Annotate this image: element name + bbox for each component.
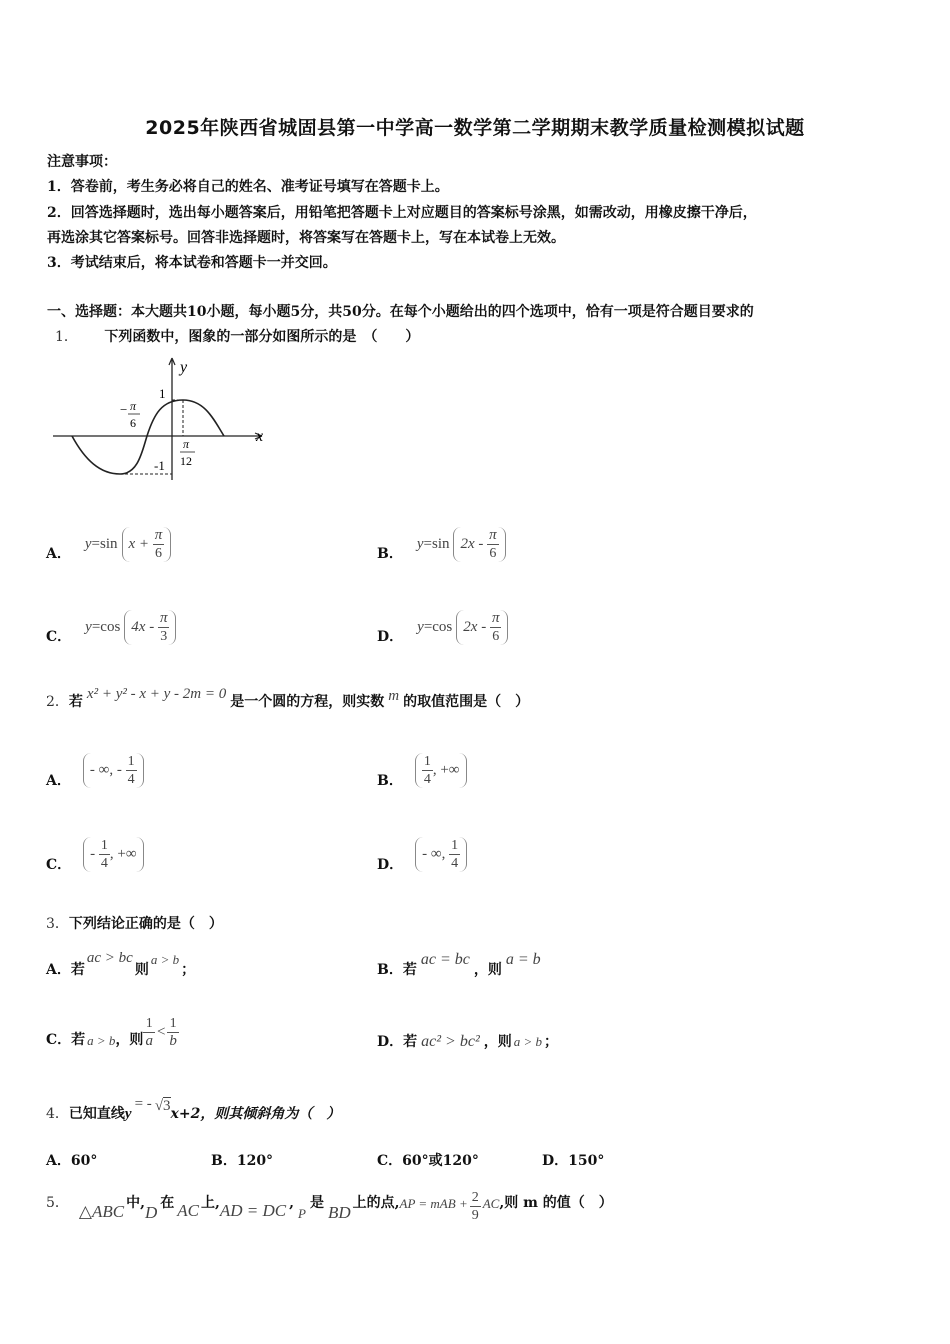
frac-den: b	[169, 1032, 177, 1049]
question-number: 2．	[46, 694, 69, 710]
vector-ac: AC	[482, 1196, 500, 1211]
section-heading: 一、选择题：本大题共10小题，每小题5分，共50分。在每个小题给出的四个选项中，恰有一项是符合题目要求的	[47, 304, 754, 320]
question-text: 是一个圆的方程，则实数	[230, 694, 385, 710]
frac-num: 1	[167, 1015, 179, 1033]
point-d: D	[144, 1203, 158, 1222]
notice-heading: 注意事项：	[47, 154, 117, 170]
frac-den: 3	[160, 628, 168, 644]
option-a[interactable]: A．60°	[46, 1153, 98, 1169]
question-2	[46, 686, 530, 712]
frac-den: 4	[451, 855, 459, 871]
vector-equation: AP = mAB +	[399, 1196, 468, 1211]
inequality: a > b	[513, 1034, 543, 1049]
option-b[interactable]: B．120°	[211, 1153, 274, 1169]
equation: a = b	[505, 951, 541, 968]
segment-ac: AC	[177, 1201, 199, 1220]
option-text: 若	[402, 962, 417, 978]
option-label: A．	[46, 546, 71, 562]
option-label: B．	[377, 546, 403, 562]
notice-item: 3．考试结束后，将本试卷和答题卡一并交回。	[47, 255, 337, 271]
option-text: ，则	[473, 962, 502, 978]
option-b[interactable]	[377, 746, 467, 794]
right-num: π	[183, 437, 190, 451]
interval-left: -	[90, 845, 96, 862]
option-a[interactable]	[46, 944, 195, 980]
frac-den: a	[145, 1032, 153, 1049]
question-stem: 下列函数中，图象的一部分如图所示的是 （ ）	[104, 329, 420, 345]
option-b[interactable]	[377, 944, 545, 980]
variable-m: m	[388, 688, 400, 704]
option-label: A．	[46, 773, 71, 789]
question-text: x+2，则其倾斜角为（ ）	[170, 1106, 341, 1122]
question-stem: 下列结论正确的是（ ）	[68, 916, 223, 932]
sine-curve	[72, 400, 224, 474]
tick-neg-one: -1	[154, 458, 165, 473]
frac-num: π	[489, 526, 497, 543]
option-c[interactable]: C．60°或120°	[377, 1153, 479, 1169]
question-text: 的取值范围是（ ）	[403, 694, 530, 710]
equals: = -	[134, 1096, 152, 1112]
triangle: △ABC	[78, 1202, 125, 1221]
notice-item: 1．答卷前，考生务必将自己的姓名、准考证号填写在答题卡上。	[47, 179, 449, 195]
right-den: 12	[180, 454, 192, 468]
y-label: y	[180, 359, 188, 376]
option-text: 若	[403, 1034, 418, 1050]
notice-item: 2．回答选择题时，选出每小题答案后，用铅笔把答题卡上对应题目的答案标号涂黑，如需改动，用橡皮擦干净后，	[47, 205, 757, 221]
option-text: 若	[70, 962, 85, 978]
question-3	[46, 914, 223, 934]
circle-equation: x² + y² - x + y - 2m = 0	[86, 686, 227, 702]
option-text: 则	[134, 962, 149, 978]
option-a[interactable]: A． y =sin x + $\frac{\pi}{6}$	[46, 522, 171, 566]
question-text: 上,	[201, 1195, 220, 1211]
option-label: D．	[377, 857, 404, 873]
question-text: 上的点,	[352, 1195, 400, 1211]
question-text: 在	[160, 1195, 175, 1211]
option-d[interactable]: D． y =cos 2x - $\frac{\pi}{6}$	[377, 605, 508, 649]
frac-num: 1	[143, 1015, 155, 1033]
question-text: 已知直线	[68, 1106, 125, 1122]
frac-num: 2	[471, 1189, 479, 1205]
equation: AD = DC	[219, 1201, 287, 1220]
option-c[interactable]: C． y =cos 4x - $\frac{\pi}{3}$	[46, 605, 176, 649]
frac-den: 4	[100, 855, 108, 871]
sqrt-radicand: 3	[163, 1098, 171, 1114]
left-den: 6	[130, 416, 136, 430]
question-number: 4．	[46, 1106, 69, 1122]
page-title: 2025年陕西省城固县第一中学高一数学第二学期期末教学质量检测模拟试题	[145, 117, 805, 139]
option-label: D．	[377, 629, 404, 645]
inequality: ac² > bc²	[421, 1033, 480, 1050]
left-sign: −	[120, 402, 128, 417]
less-than: <	[156, 1024, 166, 1040]
point-p: P	[298, 1206, 306, 1221]
option-inner: 4x -	[131, 618, 155, 635]
frac-den: 6	[489, 545, 497, 561]
question-text: 中,	[126, 1195, 145, 1211]
option-label: C．	[46, 857, 72, 873]
option-label: D．	[377, 1034, 404, 1050]
option-inner: 2x -	[460, 535, 484, 552]
frac-den: 6	[492, 628, 500, 644]
option-text: ，则	[115, 1032, 144, 1048]
equation: ac = bc	[420, 951, 470, 968]
option-text: ；	[544, 1034, 559, 1050]
option-a[interactable]	[46, 746, 144, 794]
option-label: A．	[46, 962, 71, 978]
option-b[interactable]: B． y =sin 2x - $\frac{\pi}{6}$	[377, 522, 506, 566]
question-text: ,则 m 的值（ ）	[499, 1195, 613, 1211]
frac-num: π	[491, 609, 500, 626]
frac-num: π	[154, 526, 163, 543]
option-label: B．	[377, 962, 403, 978]
question-text: 若	[68, 694, 83, 710]
question-1	[55, 327, 419, 347]
notice-item: 再选涂其它答案标号。回答非选择题时，将答案写在答题卡上，写在本试卷上无效。	[47, 230, 565, 246]
frac-num: 1	[423, 753, 431, 769]
left-num: π	[130, 399, 137, 413]
option-label: C．	[46, 1032, 72, 1048]
option-inner: x +	[128, 535, 150, 552]
frac-den: 4	[423, 771, 431, 787]
x-label: x	[256, 428, 264, 445]
frac-num: π	[159, 609, 168, 626]
option-label: C．	[46, 629, 72, 645]
interval-right: , +∞	[432, 761, 460, 778]
option-text: ，则	[483, 1034, 512, 1050]
frac-den: 6	[155, 545, 163, 561]
option-c[interactable]	[46, 1008, 179, 1056]
option-d[interactable]	[377, 1030, 558, 1054]
sine-graph	[50, 352, 275, 482]
inequality: ac > bc	[86, 950, 133, 966]
option-inner: 2x -	[463, 618, 487, 635]
interval-left: - ∞, -	[89, 761, 122, 778]
option-text: 若	[71, 1032, 86, 1048]
frac-num: 1	[127, 753, 135, 769]
inequality: a > b	[87, 1033, 116, 1048]
question-text: ,	[289, 1195, 294, 1211]
frac-den: 4	[127, 771, 135, 787]
question-5	[46, 1184, 613, 1228]
option-label: B．	[377, 773, 403, 789]
question-number: 5．	[46, 1195, 69, 1211]
question-text: 是	[309, 1195, 324, 1211]
frac-num: 1	[100, 837, 108, 853]
tick-one: 1	[159, 386, 166, 401]
question-4	[46, 1092, 340, 1124]
option-d[interactable]: D．150°	[542, 1153, 605, 1169]
frac-num: 1	[451, 837, 459, 853]
interval-right: , +∞	[109, 845, 137, 862]
option-c[interactable]	[46, 830, 144, 878]
sqrt: √3	[154, 1098, 171, 1114]
inequality: a > b	[150, 952, 180, 967]
interval-left: - ∞,	[422, 845, 446, 862]
option-text: ；	[181, 962, 196, 978]
var-y: y	[124, 1106, 132, 1122]
option-d[interactable]	[377, 830, 467, 878]
question-number: 3．	[46, 916, 69, 932]
frac-den: 9	[471, 1207, 479, 1223]
segment-bd: BD	[327, 1203, 351, 1222]
question-number: 1．	[55, 329, 78, 345]
